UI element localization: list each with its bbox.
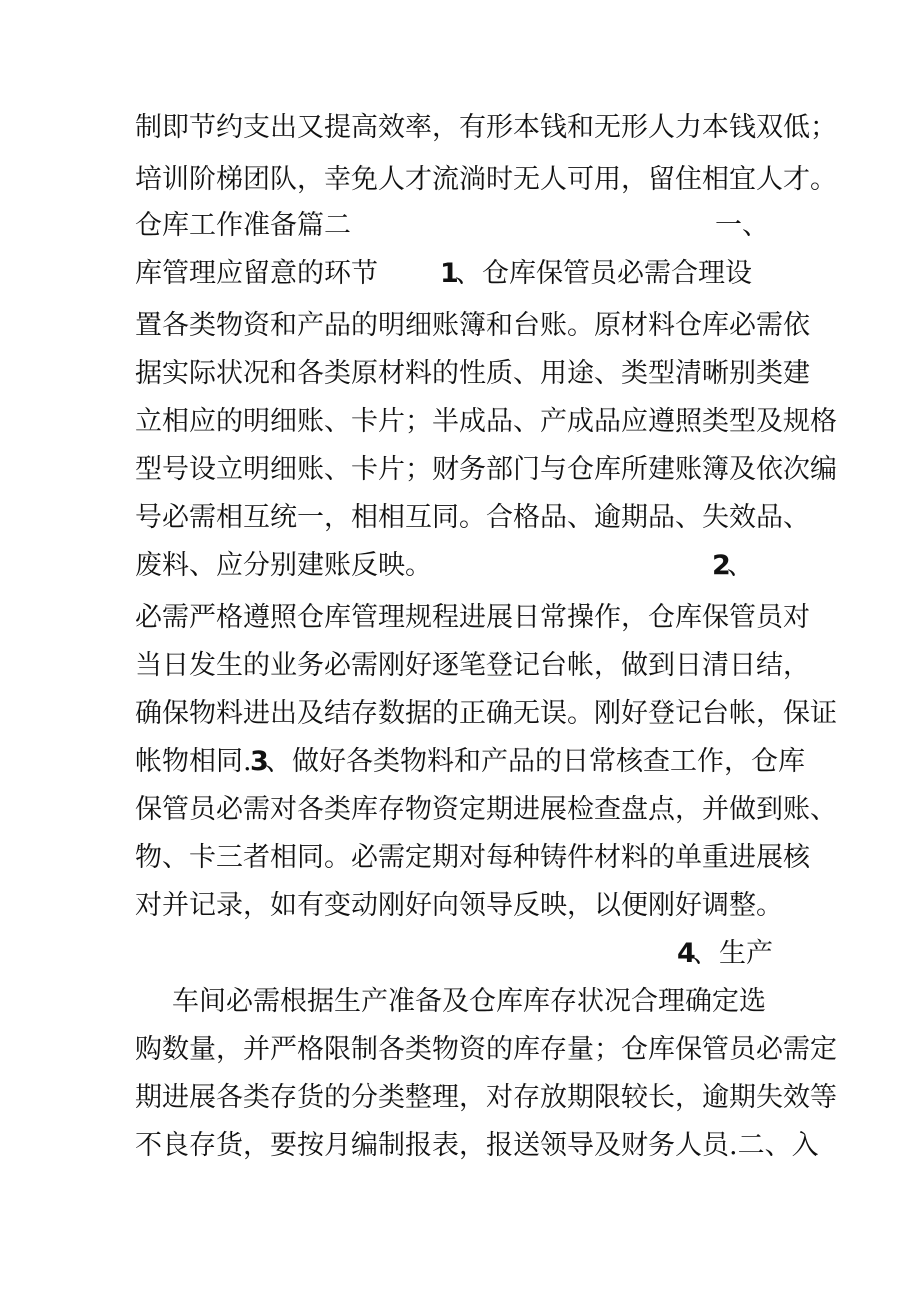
text-line: [0, 742, 920, 782]
text-line: [0, 498, 920, 538]
section-number: 一、: [715, 210, 769, 241]
text-segment: 必需严格遵照仓库管理规程进展日常操作，仓库保管员对: [135, 602, 810, 633]
text-segment: 当日发生的业务必需刚好逐笔登记台帐，做到日清日结，: [135, 650, 810, 681]
text-segment: 、做好各类物料和产品的日常核查工作，仓库: [265, 746, 805, 777]
text-segment: 不良存货，要按月编制报表，报送领导及财务人员.二、入: [135, 1130, 819, 1161]
text-segment: 废料、应分别建账反映。: [135, 550, 432, 581]
text-line: [0, 790, 920, 830]
text-line: [0, 402, 920, 442]
text-line: [0, 646, 920, 686]
section-title: 仓库工作准备篇二: [135, 210, 351, 241]
text-segment: 车间必需根据生产准备及仓库库存状况合理确定选: [172, 986, 766, 1017]
text-line: [0, 108, 920, 148]
text-segment: 库管理应留意的环节: [135, 258, 378, 289]
text-segment: 、生产: [692, 938, 773, 969]
text-line: [0, 254, 920, 294]
text-segment: 号必需相互统一，相相互同。合格品、逾期品、失效品、: [135, 502, 810, 533]
text-segment: 保管员必需对各类库存物资定期进展检查盘点，并做到账、: [135, 794, 837, 825]
text-segment: 制即节约支出又提高效率，有形本钱和无形人力本钱双低；: [135, 112, 837, 143]
text-line: [0, 1030, 920, 1070]
text-line: [0, 1078, 920, 1118]
section-heading-line: [0, 206, 920, 246]
text-line: [0, 694, 920, 734]
text-line: [0, 306, 920, 346]
text-segment: 期进展各类存货的分类整理，对存放期限较长，逾期失效等: [135, 1082, 837, 1113]
text-line: [0, 1126, 920, 1166]
text-segment: 购数量，并严格限制各类物资的库存量；仓库保管员必需定: [135, 1034, 837, 1065]
text-line: [0, 886, 920, 926]
item-number: 4: [677, 938, 696, 969]
text-line: [0, 598, 920, 638]
text-segment: 据实际状况和各类原材料的性质、用途、类型清晰别类建: [135, 358, 810, 389]
text-segment: 、: [727, 550, 754, 581]
text-segment: 置各类物资和产品的明细账簿和台账。原材料仓库必需依: [135, 310, 810, 341]
text-segment: 、仓库保管员必需合理设: [455, 258, 752, 289]
text-line: [0, 160, 920, 200]
text-segment: 型号设立明细账、卡片；财务部门与仓库所建账簿及依次编: [135, 454, 837, 485]
text-line: [0, 450, 920, 490]
text-segment: 对并记录，如有变动刚好向领导反映，以便刚好调整。: [135, 890, 783, 921]
text-segment: 物、卡三者相同。必需定期对每种铸件材料的单重进展核: [135, 842, 810, 873]
text-line: [0, 354, 920, 394]
text-segment: 帐物相同.: [135, 746, 252, 777]
text-line: [0, 982, 920, 1022]
text-line: [0, 934, 920, 974]
item-number: 2: [712, 550, 731, 581]
text-segment: 确保物料进出及结存数据的正确无误。刚好登记台帐，保证: [135, 698, 837, 729]
text-line: [0, 546, 920, 586]
text-segment: 立相应的明细账、卡片；半成品、产成品应遵照类型及规格: [135, 406, 837, 437]
item-number: 1: [440, 258, 459, 289]
item-number: 3: [250, 746, 269, 777]
text-segment: 培训阶梯团队，幸免人才流淌时无人可用，留住相宜人才。: [135, 164, 837, 195]
text-line: [0, 838, 920, 878]
